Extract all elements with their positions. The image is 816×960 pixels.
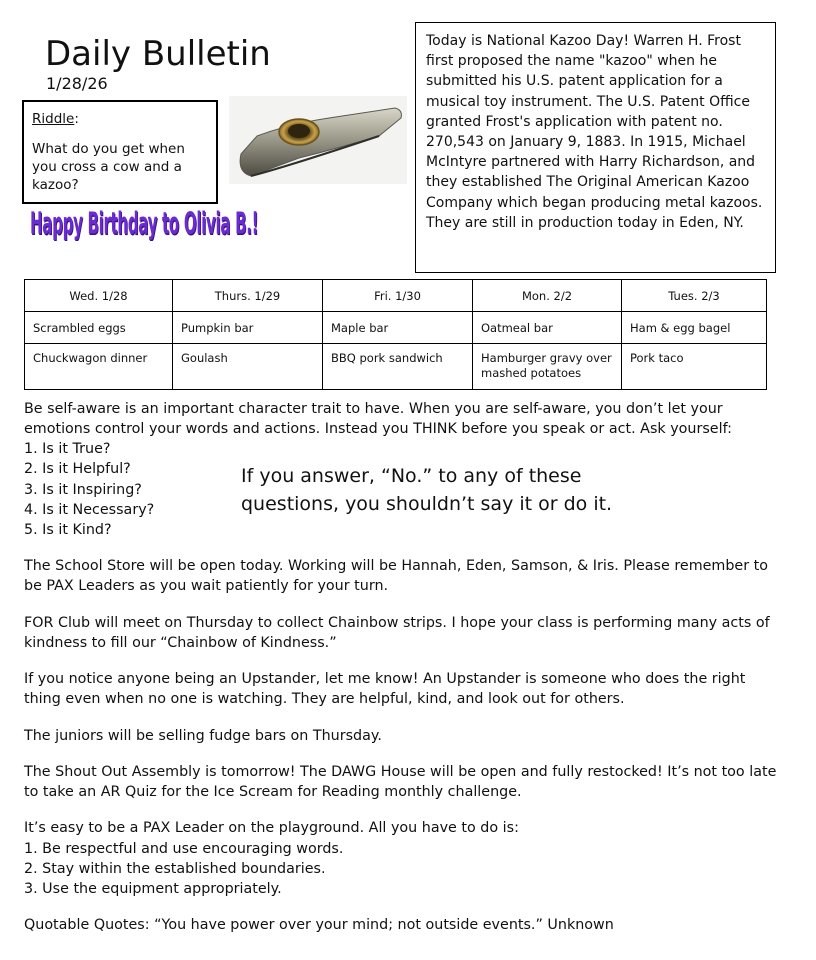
menu-day: Fri. 1/30	[323, 280, 473, 312]
menu-cell: Ham & egg bagel	[622, 312, 767, 344]
riddle-colon: :	[74, 111, 79, 127]
question-item: 4. Is it Necessary?	[24, 502, 155, 518]
menu-row-main	[25, 344, 767, 390]
announcement-assembly: The Shout Out Assembly is tomorrow! The DAWG House will be open and fully restocked! It’s not too late to take an AR Quiz for the Ice Scream for Reading monthly challenge.	[24, 764, 777, 801]
announcement-for-club: FOR Club will meet on Thursday to collect Chainbow strips. I hope your class is performing many acts of kindness to fill our “Chainbow of Kindness.”	[24, 615, 770, 652]
menu-day: Tues. 2/3	[622, 280, 767, 312]
bulletin-title: Daily Bulletin	[45, 34, 271, 74]
quotable-quote: Quotable Quotes: “You have power over your mind; not outside events.” Unknown	[24, 917, 614, 933]
pax-item: 1. Be respectful and use encouraging words.	[24, 841, 344, 857]
think-callout: If you answer, “No.” to any of these questions, you shouldn’t say it or do it.	[241, 465, 613, 515]
menu-day: Wed. 1/28	[25, 280, 173, 312]
menu-header-row	[25, 280, 767, 312]
menu-cell: Pork taco	[622, 344, 767, 390]
menu-row-breakfast	[25, 312, 767, 344]
riddle-box	[22, 100, 218, 204]
lunch-menu-table	[24, 279, 767, 390]
menu-cell: Hamburger gravy over mashed potatoes	[473, 344, 622, 390]
question-item: 2. Is it Helpful?	[24, 461, 131, 477]
menu-day: Thurs. 1/29	[173, 280, 323, 312]
bulletin-date: 1/28/26	[46, 74, 108, 93]
self-aware-intro: Be self-aware is an important character trait to have. When you are self-aware, you don’t let your emotions control your words and actions. Instead you THINK before you speak or act. Ask yourself:	[24, 401, 732, 438]
menu-day: Mon. 2/2	[473, 280, 622, 312]
riddle-heading	[32, 110, 208, 128]
riddle-question: What do you get when you cross a cow and a kazoo?	[32, 141, 185, 193]
announcement-upstander: If you notice anyone being an Upstander, let me know! An Upstander is someone who does the right thing even when no one is watching. They are helpful, kind, and look out for others.	[24, 671, 746, 708]
announcement-school-store: The School Store will be open today. Working will be Hannah, Eden, Samson, & Iris. Please remember to be PAX Leaders as you wait patiently for your turn.	[24, 558, 768, 595]
menu-cell: Pumpkin bar	[173, 312, 323, 344]
menu-cell: BBQ pork sandwich	[323, 344, 473, 390]
question-item: 5. Is it Kind?	[24, 522, 112, 538]
pax-item: 3. Use the equipment appropriately.	[24, 881, 282, 897]
kazoo-image	[229, 96, 407, 184]
fact-box: Today is National Kazoo Day! Warren H. Frost first proposed the name "kazoo" when he submitted his U.S. patent application for a musical toy instrument. The U.S. Patent Office granted Frost's application with patent no. 270,543 on January 9, 1883. In 1915, Michael McIntyre partnered with Harry Richardson, and they established The Original American Kazoo Company which began producing metal kazoos. They are still in production today in Eden, NY.	[415, 22, 776, 273]
question-item: 3. Is it Inspiring?	[24, 482, 142, 498]
menu-cell: Scrambled eggs	[25, 312, 173, 344]
announcement-fudge-bars: The juniors will be selling fudge bars on Thursday.	[24, 728, 382, 744]
menu-cell: Goulash	[173, 344, 323, 390]
menu-cell: Oatmeal bar	[473, 312, 622, 344]
pax-item: 2. Stay within the established boundaries.	[24, 861, 326, 877]
menu-cell: Maple bar	[323, 312, 473, 344]
menu-cell: Chuckwagon dinner	[25, 344, 173, 390]
kazoo-icon	[229, 96, 407, 184]
question-item: 1. Is it True?	[24, 441, 111, 457]
pax-intro: It’s easy to be a PAX Leader on the playground. All you have to do is:	[24, 820, 519, 836]
riddle-label: Riddle	[32, 111, 75, 127]
birthday-banner: Happy Birthday to Olivia B.!	[30, 206, 259, 241]
